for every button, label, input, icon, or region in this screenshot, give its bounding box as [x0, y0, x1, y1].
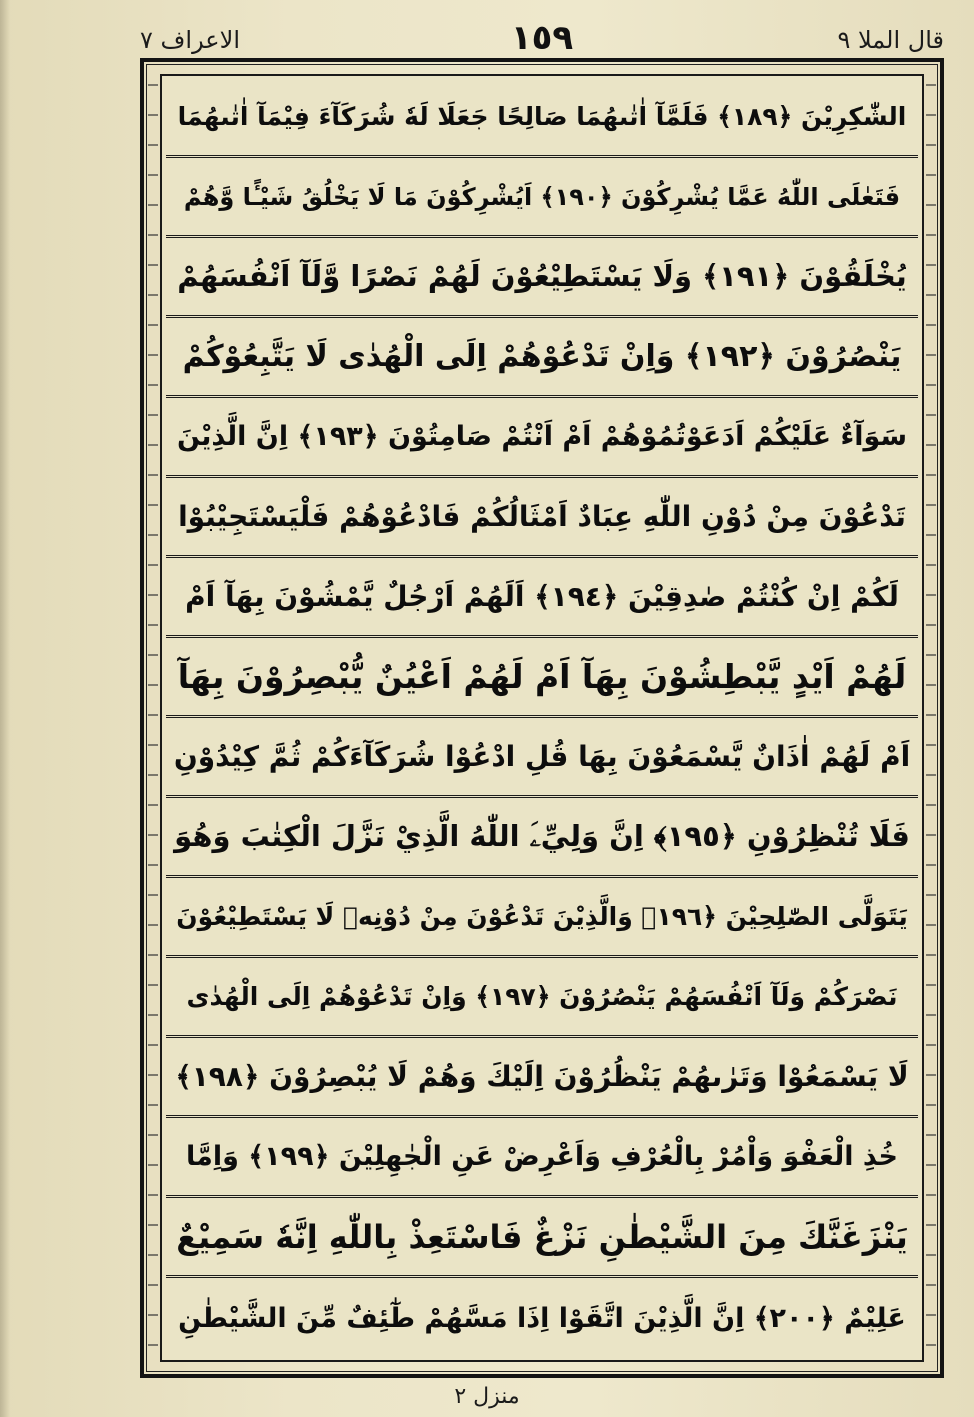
verse-line-text: يَنْزَغَنَّكَ مِنَ الشَّيْطٰنِ نَزْغٌ فَاسْتَعِذْ بِاللّٰهِ اِنَّهٗ سَمِيْعٌ	[176, 1217, 908, 1256]
page-number: ١٥٩	[510, 18, 574, 58]
verse-line-text: فَتَعٰلَى اللّٰهُ عَمَّا يُشْرِكُوْنَ ﴿١٩٠﴾ اَيُشْرِكُوْنَ مَا لَا يَخْلُقُ شَيْـًٔا وَّهُمْ	[183, 182, 901, 211]
verse-line	[166, 958, 918, 1038]
verse-line-text: يَنْصُرُوْنَ ﴿١٩٢﴾ وَاِنْ تَدْعُوْهُمْ اِلَى الْهُدٰى لَا يَتَّبِعُوْكُمْ	[182, 338, 902, 374]
verse-line-text: عَلِيْمٌ ﴿٢٠٠﴾ اِنَّ الَّذِيْنَ اتَّقَوْا اِذَا مَسَّهُمْ طٰٓئِفٌ مِّنَ الشَّيْطٰنِ	[178, 1302, 906, 1334]
verse-line	[166, 798, 918, 878]
verse-line	[166, 638, 918, 718]
verse-line-text: خُذِ الْعَفْوَ وَاْمُرْ بِالْعُرْفِ وَاَعْرِضْ عَنِ الْجٰهِلِيْنَ ﴿١٩٩﴾ وَاِمَّا	[186, 1141, 898, 1172]
verse-line-text: تَدْعُوْنَ مِنْ دُوْنِ اللّٰهِ عِبَادٌ اَمْثَالُكُمْ فَادْعُوْهُمْ فَلْيَسْتَجِيْبُوْا	[178, 499, 906, 533]
juz-name: قال الملا ٩	[837, 26, 944, 54]
verse-line	[166, 78, 918, 158]
verse-line	[166, 478, 918, 558]
verse-line-text: لَهُمْ اَيْدٍ يَّبْطِشُوْنَ بِهَآ اَمْ لَهُمْ اَعْيُنٌ يُّبْصِرُوْنَ بِهَآ	[177, 657, 907, 696]
verse-line-text: سَوَآءٌ عَلَيْكُمْ اَدَعَوْتُمُوْهُمْ اَمْ اَنْتُمْ صَامِتُوْنَ ﴿١٩٣﴾ اِنَّ الَّذِيْنَ	[176, 421, 908, 452]
verse-line	[166, 158, 918, 238]
verse-line-text: لَا يَسْمَعُوْا وَتَرٰىهُمْ يَنْظُرُوْنَ اِلَيْكَ وَهُمْ لَا يُبْصِرُوْنَ ﴿١٩٨﴾	[175, 1059, 909, 1093]
verse-lines	[162, 76, 922, 1360]
verse-line	[166, 878, 918, 958]
right-ornamental-border	[926, 70, 936, 1366]
surah-name: الاعراف ٧	[140, 26, 240, 54]
verse-line	[166, 1278, 918, 1358]
verse-line	[166, 398, 918, 478]
page-edge-shadow	[0, 0, 10, 1417]
verse-line-text: يُخْلَقُوْنَ ﴿١٩١﴾ وَلَا يَسْتَطِيْعُوْنَ لَهُمْ نَصْرًا وَّلَآ اَنْفُسَهُمْ	[177, 259, 907, 293]
verse-line	[166, 558, 918, 638]
verse-line	[166, 718, 918, 798]
verse-line-text: نَصْرَكُمْ وَلَآ اَنْفُسَهُمْ يَنْصُرُوْنَ ﴿١٩٧﴾ وَاِنْ تَدْعُوْهُمْ اِلَى الْهُدٰى	[186, 982, 898, 1011]
left-ornamental-border	[148, 70, 158, 1366]
manzil-marker: منزل ٢	[454, 1384, 520, 1409]
verse-line	[166, 1198, 918, 1278]
verse-line	[166, 318, 918, 398]
verse-line-text: فَلَا تُنْظِرُوْنِ ﴿١٩٥﴾ اِنَّ وَلِيِّۦَ اللّٰهُ الَّذِيْ نَزَّلَ الْكِتٰبَ وَهُوَ	[174, 819, 910, 853]
verse-line-text: يَتَوَلَّى الصّٰلِحِيْنَ ﴿١٩٦﴾ وَالَّذِيْنَ تَدْعُوْنَ مِنْ دُوْنِهٖ لَا يَسْتَطِيْعُوْنَ	[176, 902, 908, 931]
page-footer	[0, 1384, 974, 1409]
verse-line-text: لَكُمْ اِنْ كُنْتُمْ صٰدِقِيْنَ ﴿١٩٤﴾ اَلَهُمْ اَرْجُلٌ يَّمْشُوْنَ بِهَآ اَمْ	[185, 579, 899, 613]
verse-line	[166, 1038, 918, 1118]
verse-line-text: الشّٰكِرِيْنَ ﴿١٨٩﴾ فَلَمَّآ اٰتٰىهُمَا صَالِحًا جَعَلَا لَهٗ شُرَكَآءَ فِيْمَآ اٰتٰىهُمَا	[177, 102, 907, 131]
verse-line	[166, 238, 918, 318]
verse-line-text: اَمْ لَهُمْ اٰذَانٌ يَّسْمَعُوْنَ بِهَا قُلِ ادْعُوْا شُرَكَآءَكُمْ ثُمَّ كِيْدُوْنِ	[173, 739, 911, 773]
page-header	[140, 18, 944, 58]
verse-line	[166, 1118, 918, 1198]
text-frame	[160, 74, 924, 1362]
